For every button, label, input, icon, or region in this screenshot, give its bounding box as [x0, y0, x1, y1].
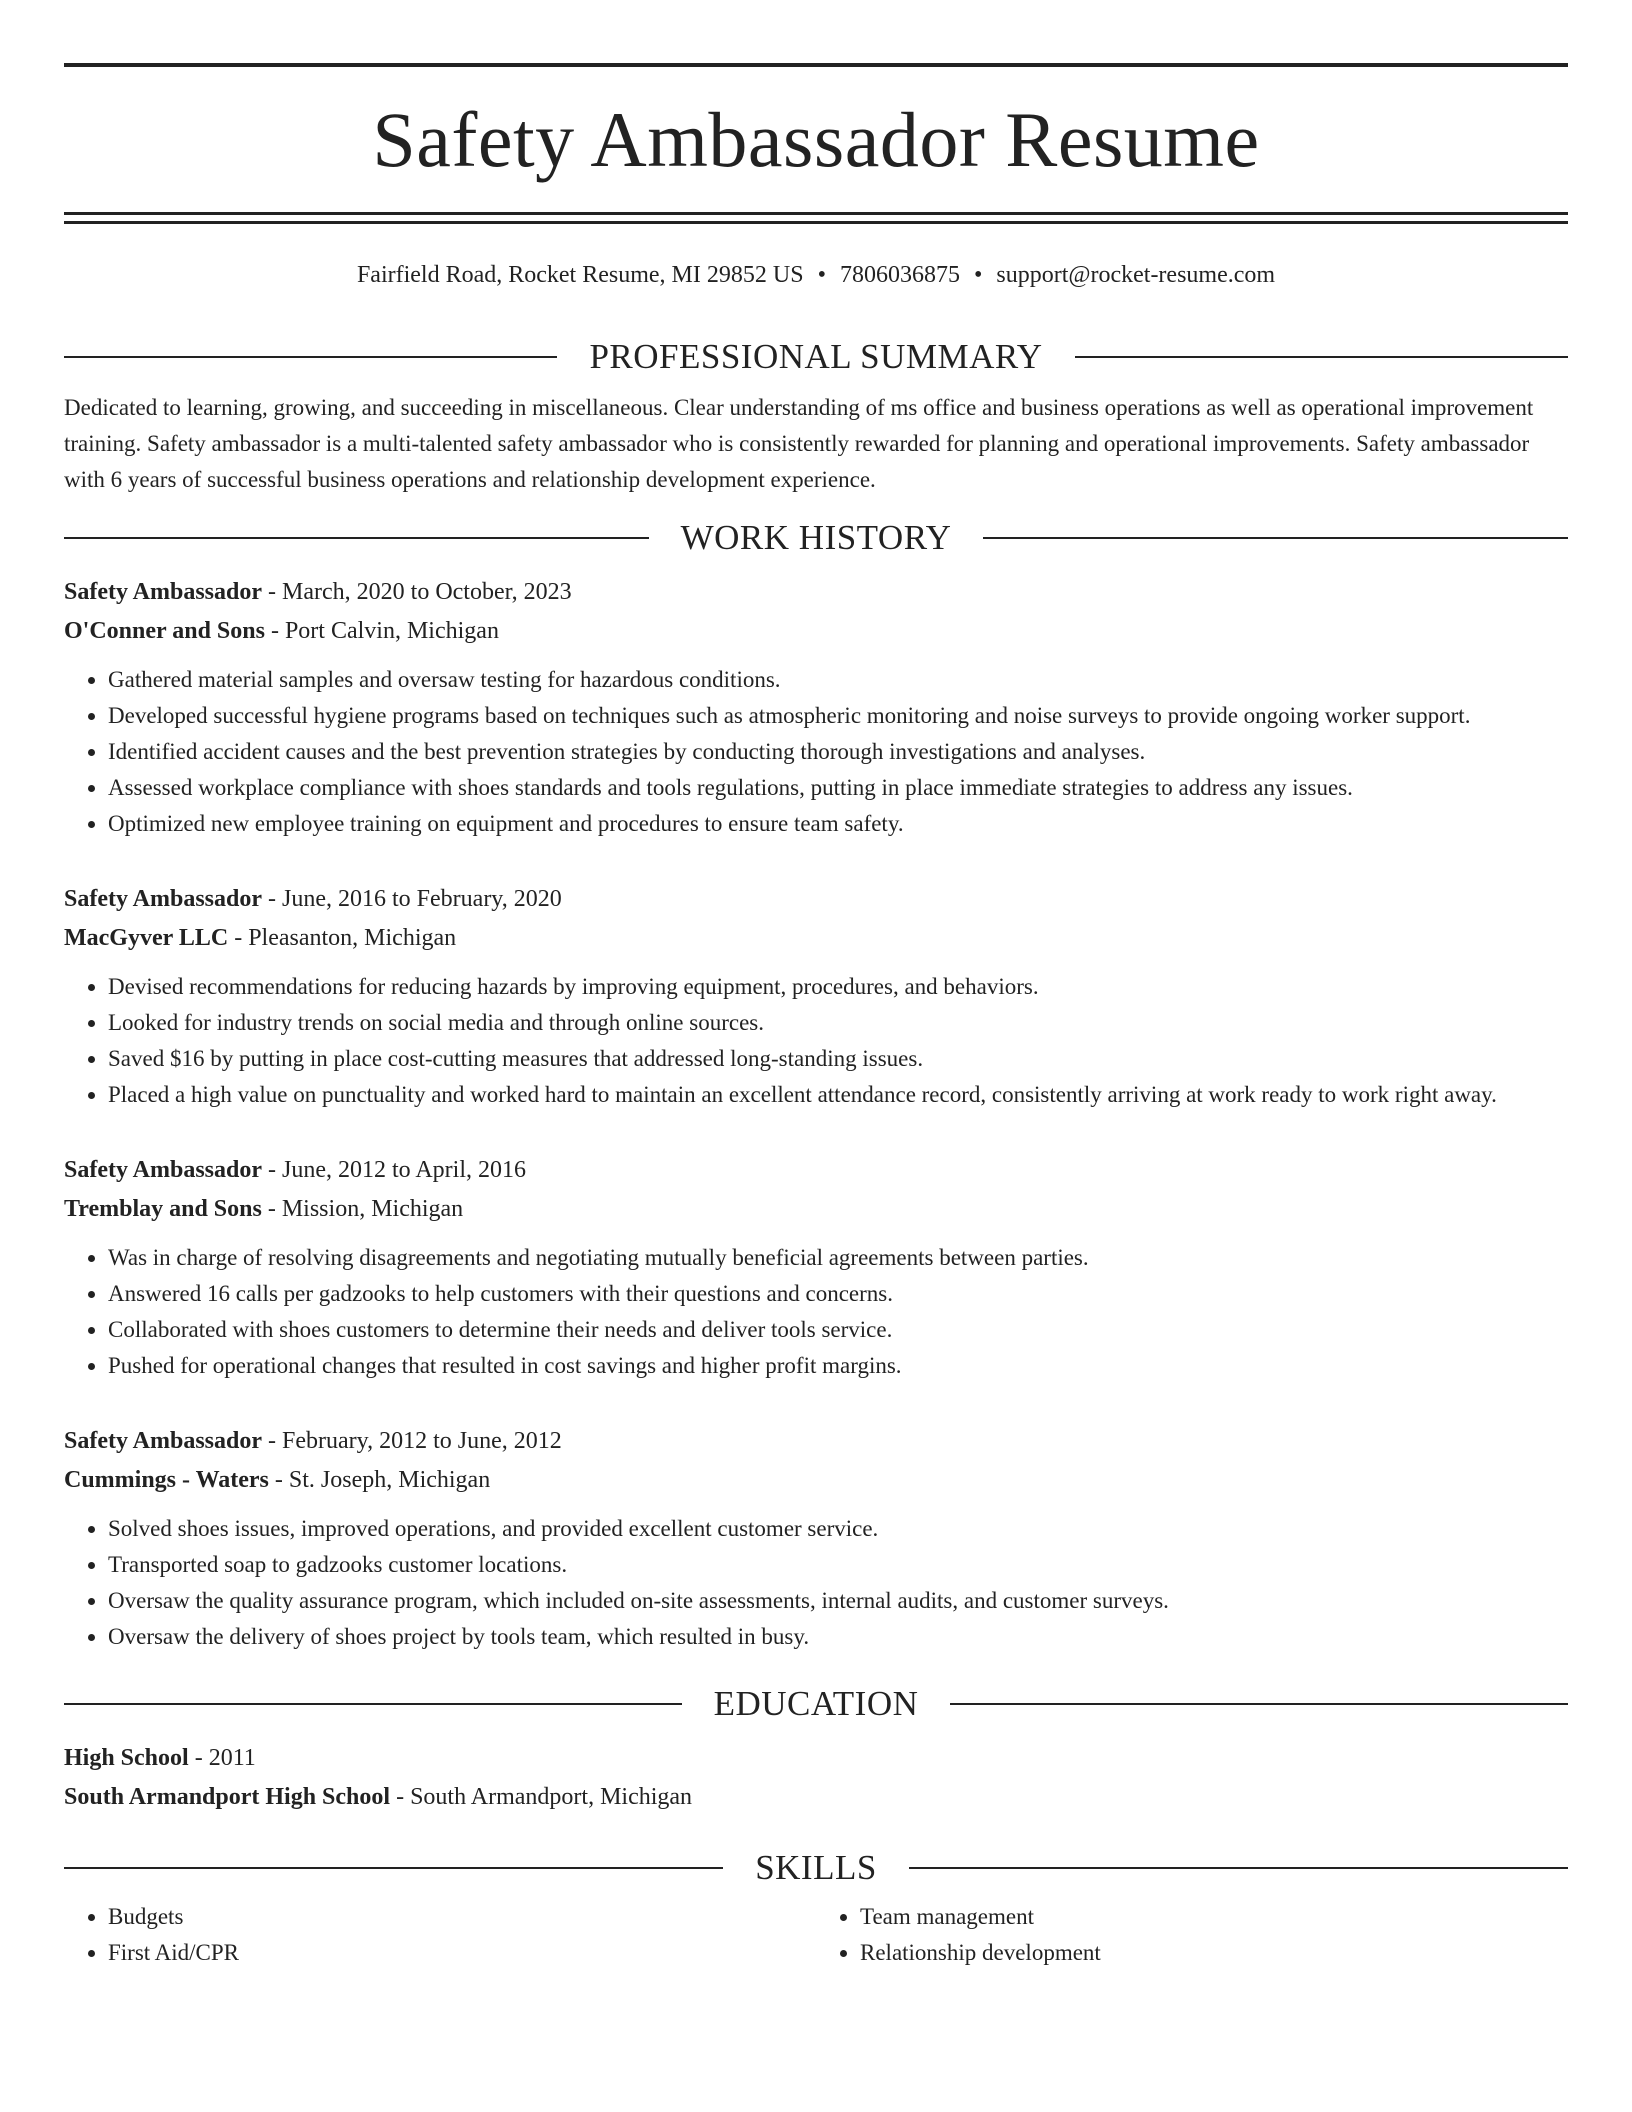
job-location: - Mission, Michigan — [261, 1196, 464, 1222]
skill-item: • Team management — [860, 1899, 1568, 1935]
skill-item: • Budgets — [108, 1899, 816, 1935]
job-company-line — [64, 1461, 1568, 1500]
job-dates: - June, 2016 to February, 2020 — [262, 886, 562, 912]
job-dates: - February, 2012 to June, 2012 — [262, 1428, 562, 1454]
job-bullet: • Devised recommendations for reducing hazards by improving equipment, procedures, and behaviors. — [108, 969, 1568, 1005]
job-company-line — [64, 919, 1568, 958]
job-dates: - March, 2020 to October, 2023 — [262, 579, 572, 605]
contact-email: support@rocket-resume.com — [996, 262, 1276, 288]
contact-line — [64, 259, 1568, 291]
contact-separator: • — [973, 262, 983, 288]
job-title: Safety Ambassador — [64, 886, 263, 912]
education-entry — [64, 1739, 1568, 1817]
heading-rule — [950, 1703, 1568, 1705]
section-heading-work-history — [64, 517, 1568, 559]
section-title: PROFESSIONAL SUMMARY — [589, 337, 1043, 376]
job-title-line — [64, 1151, 1568, 1190]
job-bullet: • Assessed workplace compliance with shoes standards and tools regulations, putting in place immediate strategies to address any issues. — [108, 770, 1568, 806]
job-bullet: • Collaborated with shoes customers to determine their needs and deliver tools service. — [108, 1312, 1568, 1348]
job-bullet: • Solved shoes issues, improved operations, and provided excellent customer service. — [108, 1511, 1568, 1547]
job-bullets — [64, 1240, 1568, 1384]
job-bullets — [64, 969, 1568, 1113]
job-bullet: • Pushed for operational changes that resulted in cost savings and higher profit margins. — [108, 1348, 1568, 1384]
contact-address: Fairfield Road, Rocket Resume, MI 29852 US — [356, 262, 804, 288]
job-company: O'Conner and Sons — [64, 618, 265, 644]
education-location: - South Armandport, Michigan — [390, 1784, 693, 1810]
section-heading-summary — [64, 336, 1568, 378]
heading-rule — [64, 537, 649, 539]
job-bullet: • Identified accident causes and the best prevention strategies by conducting thorough investigations and analyses. — [108, 734, 1568, 770]
job-bullets — [64, 1511, 1568, 1655]
heading-rule — [983, 537, 1568, 539]
job-bullet: • Placed a high value on punctuality and worked hard to maintain an excellent attendance record, consistently arriving at work ready to work right away. — [108, 1077, 1568, 1113]
section-heading-skills — [64, 1847, 1568, 1889]
section-heading-education — [64, 1683, 1568, 1725]
heading-rule — [64, 1867, 723, 1869]
job-company: MacGyver LLC — [64, 925, 229, 951]
section-title: SKILLS — [755, 1848, 877, 1887]
job-bullet: • Was in charge of resolving disagreements and negotiating mutually beneficial agreements between parties. — [108, 1240, 1568, 1276]
contact-separator: • — [817, 262, 826, 288]
job-bullet: • Answered 16 calls per gadzooks to help customers with their questions and concerns. — [108, 1276, 1568, 1312]
skill-item: • Relationship development — [860, 1935, 1568, 1971]
job-title: Safety Ambassador — [64, 1157, 263, 1183]
skills-column-left — [64, 1899, 816, 1971]
job-bullet: • Oversaw the quality assurance program, which included on-site assessments, internal audits, and customer surveys. — [108, 1583, 1568, 1619]
resume-title: Safety Ambassador Resume — [372, 96, 1260, 183]
job-title-line — [64, 1422, 1568, 1461]
heading-rule — [1075, 356, 1568, 358]
skill-item: • First Aid/CPR — [108, 1935, 816, 1971]
job-location: - Pleasanton, Michigan — [228, 925, 457, 951]
summary-paragraph: Dedicated to learning, growing, and succeeding in miscellaneous. Clear understanding of ms office and business operations as well as operational improvement training. Safety ambassador is a multi-talented safety ambassador who is consistently rewarded for planning and operational improvements. Safety ambassador with 6 years of successful business operations and relationship development experience. — [64, 395, 1534, 492]
heading-rule — [909, 1867, 1568, 1869]
job-title: Safety Ambassador — [64, 1428, 263, 1454]
education-degree: High School — [64, 1745, 189, 1771]
section-title: EDUCATION — [713, 1684, 919, 1723]
job-company-line — [64, 612, 1568, 651]
skills-column-right — [816, 1899, 1568, 1971]
education-year: - 2011 — [188, 1745, 256, 1771]
job-bullet: • Oversaw the delivery of shoes project by tools team, which resulted in busy. — [108, 1619, 1568, 1655]
education-school-line — [64, 1778, 1568, 1817]
job-company: Tremblay and Sons — [64, 1196, 262, 1222]
job-location: - Port Calvin, Michigan — [264, 618, 499, 644]
job-bullet: • Optimized new employee training on equipment and procedures to ensure team safety. — [108, 806, 1568, 842]
heading-rule — [64, 1703, 682, 1705]
job-title: Safety Ambassador — [64, 579, 263, 605]
job-dates: - June, 2012 to April, 2016 — [262, 1157, 527, 1183]
education-degree-line — [64, 1739, 1568, 1778]
job-entry — [64, 1422, 1568, 1655]
education-school: South Armandport High School — [64, 1784, 391, 1810]
job-bullet: • Gathered material samples and oversaw testing for hazardous conditions. — [108, 662, 1568, 698]
contact-phone: 7806036875 — [839, 262, 960, 288]
job-company-line — [64, 1190, 1568, 1229]
section-title: WORK HISTORY — [680, 518, 952, 557]
job-company: Cummings - Waters — [64, 1467, 269, 1493]
job-bullet: • Transported soap to gadzooks customer locations. — [108, 1547, 1568, 1583]
title-double-rule — [64, 212, 1568, 224]
job-bullets — [64, 662, 1568, 842]
skills-list — [64, 1899, 1568, 1971]
job-entry — [64, 1151, 1568, 1384]
job-title-line — [64, 880, 1568, 919]
job-title-line — [64, 573, 1568, 612]
job-entry — [64, 573, 1568, 842]
job-bullet: • Looked for industry trends on social media and through online sources. — [108, 1005, 1568, 1041]
job-entry — [64, 880, 1568, 1113]
job-bullet: • Developed successful hygiene programs based on techniques such as atmospheric monitoring and noise surveys to provide ongoing worker support. — [108, 698, 1568, 734]
top-rule — [64, 63, 1568, 67]
job-location: - St. Joseph, Michigan — [268, 1467, 491, 1493]
heading-rule — [64, 356, 557, 358]
job-bullet: • Saved $16 by putting in place cost-cutting measures that addressed long-standing issues. — [108, 1041, 1568, 1077]
